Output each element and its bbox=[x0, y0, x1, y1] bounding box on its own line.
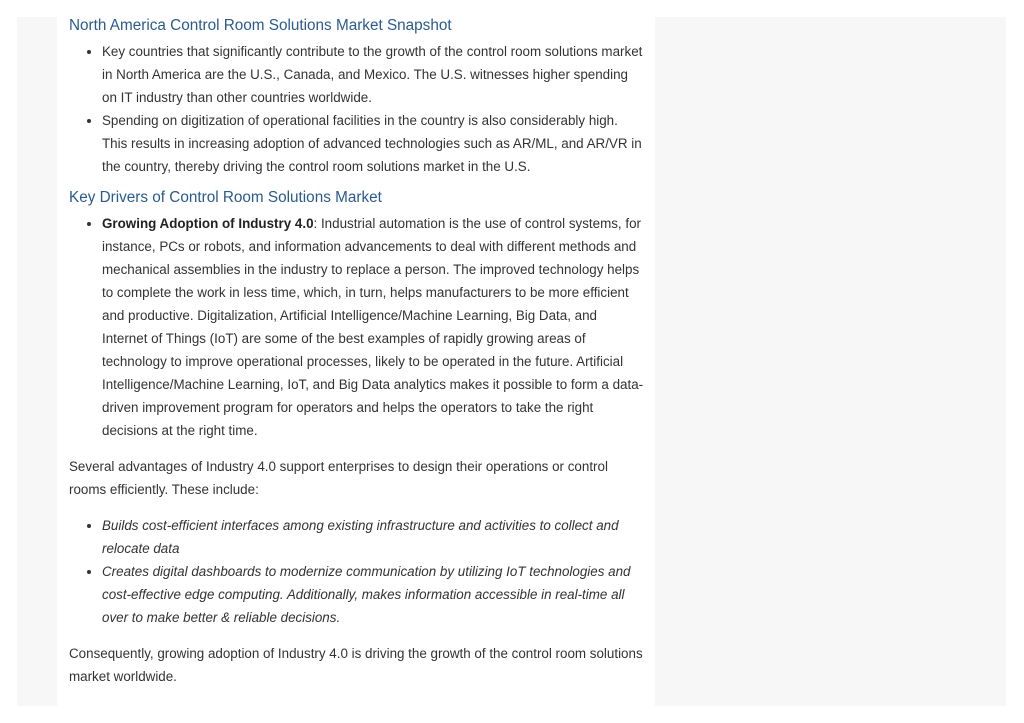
driver-text: : Industrial automation is the use of control systems, for instance, PCs or robots, and information advancements to deal with different methods and mechanical assemblies in the industry to replace a person. The improved technology helps to complete the work in less time, which, in turn, helps manufacturers to be more efficient and productive. Digitalization, Artificial Intelligence/Machine Learning, Big Data, and Internet of Things (IoT) are some of the best examples of rapidly growing areas of technology to improve operational processes, likely to be operated in the future. Artificial Intelligence/Machine Learning, IoT, and Big Data analytics makes it possible to form a data-driven improvement program for operators and helps the operators to take the right decisions at the right time. bbox=[102, 216, 644, 438]
north-america-bullet-list bbox=[69, 40, 645, 178]
list-item: • Key countries that significantly contribute to the growth of the control room solutions market in North America are the U.S., Canada, and Mexico. The U.S. witnesses higher spending on IT industry than other countries worldwide. bbox=[102, 40, 645, 109]
driver-label: Growing Adoption of Industry 4.0 bbox=[102, 216, 314, 231]
advantages-list bbox=[69, 514, 645, 629]
key-drivers-list bbox=[69, 212, 645, 442]
list-item: • Creates digital dashboards to modernize communication by utilizing IoT technologies and cost-effective edge computing. Additionally, makes information accessible in real-time all over to make better & reliable decisions. bbox=[102, 560, 645, 629]
list-item: • Builds cost-efficient interfaces among existing infrastructure and activities to collect and relocate data bbox=[102, 514, 645, 560]
list-item: • Spending on digitization of operational facilities in the country is also considerably high. This results in increasing adoption of advanced technologies such as AR/ML, and AR/VR in the country, thereby driving the control room solutions market in the U.S. bbox=[102, 109, 645, 178]
north-america-snapshot-heading: North America Control Room Solutions Market Snapshot bbox=[69, 17, 452, 34]
sidebar-panel bbox=[655, 17, 1006, 706]
article-content bbox=[69, 15, 645, 688]
conclusion-paragraph: Consequently, growing adoption of Industry 4.0 is driving the growth of the control room solutions market worldwide. bbox=[69, 646, 643, 684]
driver-item bbox=[102, 212, 645, 442]
advantages-intro: Several advantages of Industry 4.0 support enterprises to design their operations or control rooms efficiently. These include: bbox=[69, 459, 608, 497]
key-drivers-heading: Key Drivers of Control Room Solutions Market bbox=[69, 189, 382, 206]
